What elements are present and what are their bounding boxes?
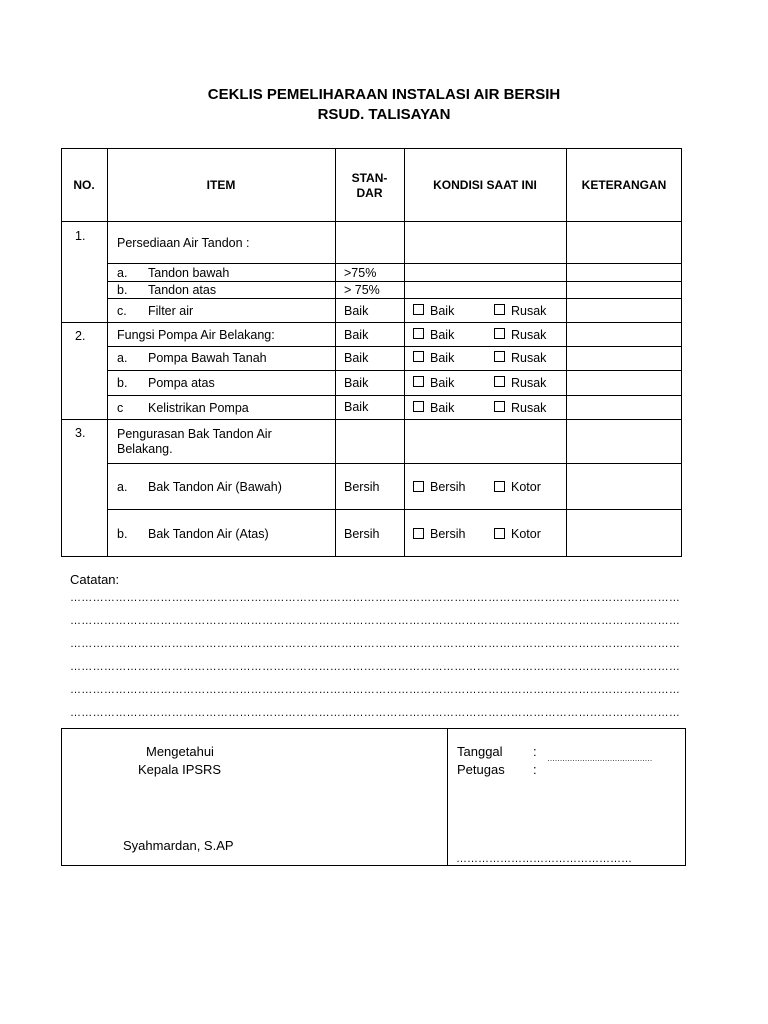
row-letter: b. [117,283,128,297]
row-line [107,463,682,464]
group1-bottom-line [61,322,682,323]
group1-number: 1. [75,229,86,243]
kepala-label: Kepala IPSRS [138,762,222,777]
row-item: Pompa Bawah Tanah [148,351,267,365]
notes-line[interactable]: ……………………………………………………………………………………………………………………………………………… [70,592,681,604]
row-line [107,370,682,371]
group2-number: 2. [75,329,86,343]
table-border-left [61,148,62,557]
tanggal-colon: : [533,744,537,759]
col-divider-no [107,148,108,557]
option-label-rusak: Rusak [511,401,547,415]
row-item: Bak Tandon Air (Bawah) [148,480,282,494]
checkbox-rusak[interactable] [494,376,505,387]
checkbox-rusak[interactable] [494,351,505,362]
option-label-rusak: Rusak [511,351,547,365]
group2-bottom-line [61,419,682,420]
group3-title-line1: Pengurasan Bak Tandon Air [117,427,272,441]
petugas-colon: : [533,762,537,777]
row-letter: c [117,401,124,415]
row-letter: a. [117,266,128,280]
col-header-no: NO. [73,178,95,192]
checkbox-bersih[interactable] [413,528,424,539]
col-header-item: ITEM [206,178,236,192]
row-letter: b. [117,376,128,390]
group3-number: 3. [75,426,86,440]
col-header-kondisi: KONDISI SAAT INI [433,178,537,192]
row-line [107,395,682,396]
row-item: Kelistrikan Pompa [148,401,249,415]
option-label-baik: Baik [430,304,455,318]
checkbox-baik[interactable] [413,328,424,339]
option-label-rusak: Rusak [511,304,547,318]
row-standar: Bersih [344,527,380,541]
row-standar: Bersih [344,480,380,494]
row-line [107,281,682,282]
row-line [107,509,682,510]
row-line [107,263,682,264]
option-label-baik: Baik [430,351,455,365]
row-item: Pompa atas [148,376,215,390]
row-item: Bak Tandon Air (Atas) [148,527,269,541]
option-label-kotor: Kotor [511,480,541,494]
checkbox-kotor[interactable] [494,528,505,539]
table-border-top [61,148,682,149]
row-letter: c. [117,304,127,318]
group3-title-line2: Belakang. [117,442,173,456]
col-divider-item [335,148,336,557]
checkbox-rusak[interactable] [494,304,505,315]
checkbox-bersih[interactable] [413,481,424,492]
checkbox-kotor[interactable] [494,481,505,492]
option-label-bersih: Bersih [430,480,466,494]
row-item: Filter air [148,304,194,318]
option-label-rusak: Rusak [511,376,547,390]
signatory-name: Syahmardan, S.AP [123,838,234,853]
option-label-baik: Baik [430,328,455,342]
row-standar: Baik [344,351,369,365]
checkbox-baik[interactable] [413,376,424,387]
tanggal-field[interactable]: …………………………………… [547,754,652,763]
checkbox-rusak[interactable] [494,401,505,412]
group2-title: Fungsi Pompa Air Belakang: [117,328,275,342]
row-letter: b. [117,527,128,541]
row-standar: Baik [344,304,369,318]
checkbox-baik[interactable] [413,351,424,362]
option-label-bersih: Bersih [430,527,466,541]
row-item: Tandon bawah [148,266,230,280]
checkbox-baik[interactable] [413,401,424,412]
notes-line[interactable]: ……………………………………………………………………………………………………………………………………………… [70,707,681,719]
checkbox-baik[interactable] [413,304,424,315]
option-label-rusak: Rusak [511,328,547,342]
notes-line[interactable]: ……………………………………………………………………………………………………………………………………………… [70,684,681,696]
row-line [107,298,682,299]
group1-title: Persediaan Air Tandon : [117,236,250,250]
row-standar: Baik [344,328,369,342]
table-border-right [681,148,682,557]
row-letter: a. [117,480,128,494]
row-letter: a. [117,351,128,365]
notes-line[interactable]: ……………………………………………………………………………………………………………………………………………… [70,638,681,650]
checkbox-rusak[interactable] [494,328,505,339]
notes-label: Catatan: [70,572,120,587]
document-title: CEKLIS PEMELIHARAAN INSTALASI AIR BERSIH [207,86,561,103]
row-standar: Baik [344,376,369,390]
col-divider-standar [404,148,405,557]
row-standar: Baik [344,400,369,414]
row-standar: > 75% [344,283,380,297]
table-border-bottom [61,556,682,557]
col-header-keterangan: KETERANGAN [581,178,667,192]
notes-line[interactable]: ……………………………………………………………………………………………………………………………………………… [70,661,681,673]
mengetahui-label: Mengetahui [146,744,214,759]
notes-line[interactable]: ……………………………………………………………………………………………………………………………………………… [70,615,681,627]
signature-divider [447,728,448,866]
petugas-signature-line[interactable]: ………………………………………… [456,853,632,865]
document-subtitle: RSUD. TALISAYAN [317,106,451,123]
option-label-baik: Baik [430,376,455,390]
petugas-label: Petugas [457,762,505,777]
row-line [107,346,682,347]
row-item: Tandon atas [148,283,217,297]
option-label-baik: Baik [430,401,455,415]
row-standar: >75% [344,266,377,280]
col-header-standar-1: STAN- [351,171,388,185]
header-bottom-line [61,221,682,222]
col-divider-kondisi [566,148,567,557]
option-label-kotor: Kotor [511,527,541,541]
col-header-standar-2: DAR [356,186,383,200]
tanggal-label: Tanggal [457,744,503,759]
